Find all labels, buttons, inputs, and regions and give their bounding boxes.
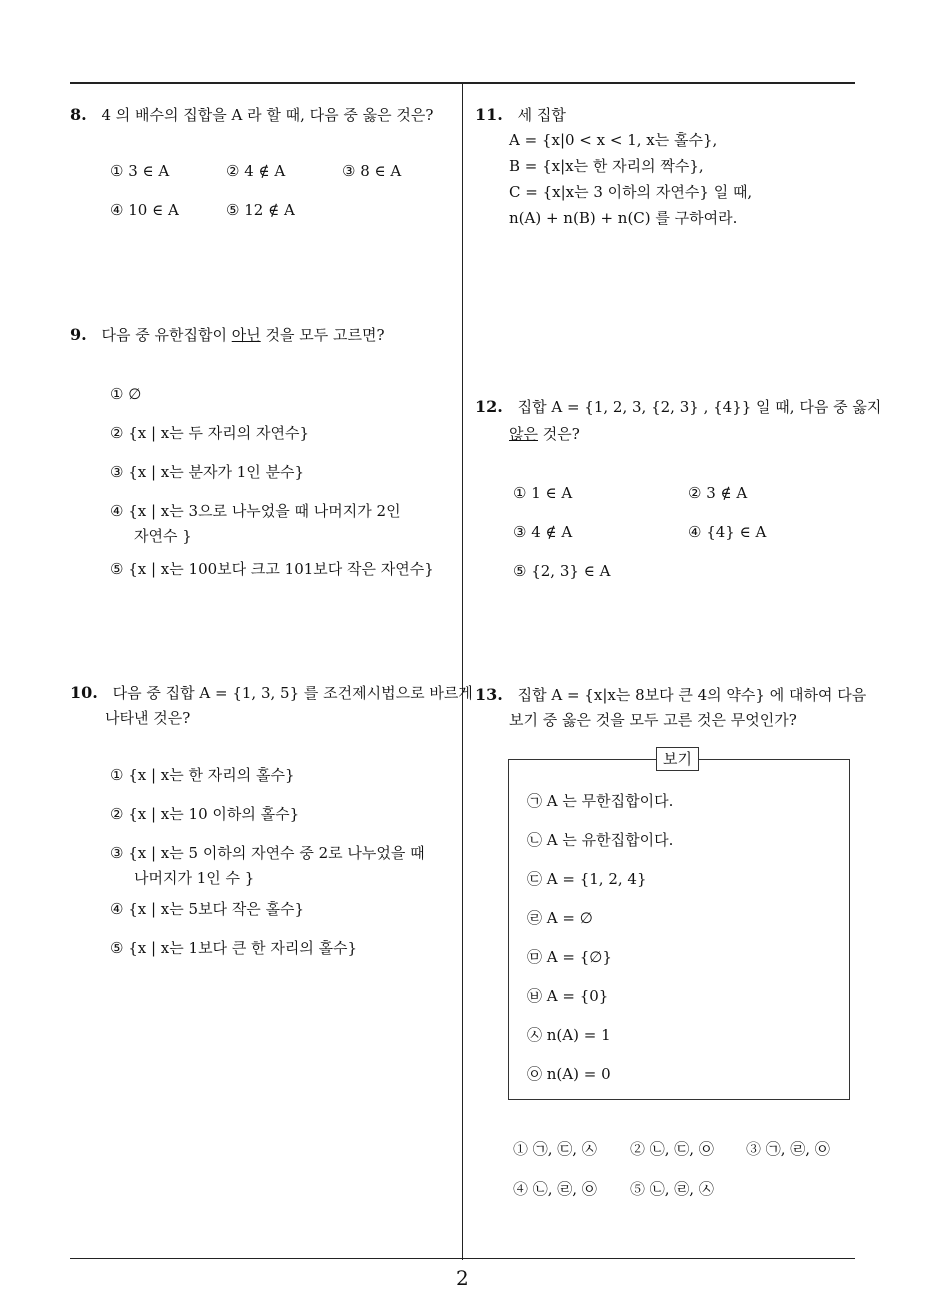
choice-2[interactable]: ② {x | x는 10 이하의 홀수} bbox=[110, 805, 300, 823]
question-task: n(A) + n(B) + n(C) 를 구하여라. bbox=[509, 209, 738, 227]
choice-3[interactable]: ③ ㉠, ㉣, ㉧ bbox=[746, 1140, 830, 1158]
choice-1[interactable]: ① {x | x는 한 자리의 홀수} bbox=[110, 766, 295, 784]
set-b-definition: B = {x|x는 한 자리의 짝수}, bbox=[509, 157, 704, 175]
question-number: 13. bbox=[475, 685, 503, 704]
question-9 bbox=[70, 322, 384, 348]
question-number: 12. bbox=[475, 397, 503, 416]
example-item: ㉤ A = {∅} bbox=[527, 948, 612, 966]
question-stem: 4 의 배수의 집합을 A 라 할 때, 다음 중 옳은 것은? bbox=[101, 106, 434, 124]
underlined-word: 아닌 bbox=[231, 326, 261, 344]
column-divider bbox=[462, 82, 463, 1260]
example-item: ㉢ A = {1, 2, 4} bbox=[527, 870, 647, 888]
choice-1[interactable]: ① ㉠, ㉢, ㉦ bbox=[513, 1140, 597, 1158]
choice-3-continued: 나머지가 1인 수 } bbox=[134, 869, 255, 887]
choice-3[interactable]: ③ {x | x는 5 이하의 자연수 중 2로 나누었을 때 bbox=[110, 844, 425, 862]
example-item: ㉡ A 는 유한집합이다. bbox=[527, 831, 674, 849]
choice-4[interactable]: ④ 10 ∈ A bbox=[110, 201, 179, 219]
page-number: 2 bbox=[456, 1266, 469, 1290]
choice-5[interactable]: ⑤ {x | x는 100보다 크고 101보다 작은 자연수} bbox=[110, 560, 434, 578]
choice-5[interactable]: ⑤ ㉡, ㉣, ㉦ bbox=[630, 1180, 714, 1198]
choice-2[interactable]: ② 3 ∉ A bbox=[688, 484, 748, 502]
choice-4-continued: 자연수 } bbox=[134, 527, 192, 545]
underlined-word: 않은 bbox=[509, 425, 538, 443]
choice-1[interactable]: ① ∅ bbox=[110, 385, 142, 403]
question-stem-part: 다음 중 유한집합이 bbox=[101, 326, 232, 344]
question-number: 9. bbox=[70, 325, 87, 344]
question-number: 8. bbox=[70, 105, 87, 124]
choice-5[interactable]: ⑤ 12 ∉ A bbox=[226, 201, 295, 219]
bottom-rule bbox=[70, 1258, 855, 1259]
choice-4[interactable]: ④ ㉡, ㉣, ㉧ bbox=[513, 1180, 597, 1198]
choice-2[interactable]: ② ㉡, ㉢, ㉧ bbox=[630, 1140, 714, 1158]
example-item: ㉣ A = ∅ bbox=[527, 909, 593, 927]
example-item: ㉧ n(A) = 0 bbox=[527, 1065, 611, 1083]
example-item: ㉦ n(A) = 1 bbox=[527, 1026, 611, 1044]
question-stem: 다음 중 집합 A = {1, 3, 5} 를 조건제시법으로 바르게 bbox=[112, 684, 473, 702]
question-stem-part: 것을 모두 고르면? bbox=[260, 326, 385, 344]
choice-4[interactable]: ④ {x | x는 3으로 나누었을 때 나머지가 2인 bbox=[110, 502, 401, 520]
choice-3[interactable]: ③ {x | x는 분자가 1인 분수} bbox=[110, 463, 305, 481]
question-stem: 세 집합 bbox=[517, 106, 566, 124]
question-13 bbox=[475, 682, 866, 708]
question-8 bbox=[70, 102, 433, 128]
question-number: 10. bbox=[70, 683, 98, 702]
choice-4[interactable]: ④ {x | x는 5보다 작은 홀수} bbox=[110, 900, 305, 918]
question-stem-continued: 보기 중 옳은 것을 모두 고른 것은 무엇인가? bbox=[509, 711, 797, 729]
choice-3[interactable]: ③ 8 ∈ A bbox=[342, 162, 402, 180]
question-10 bbox=[70, 680, 473, 706]
example-item: ㉥ A = {0} bbox=[527, 987, 609, 1005]
question-stem-part: 것은? bbox=[537, 425, 580, 443]
question-11 bbox=[475, 102, 566, 128]
question-12 bbox=[475, 394, 881, 420]
choice-1[interactable]: ① 1 ∈ A bbox=[513, 484, 573, 502]
question-stem-continued: 나타낸 것은? bbox=[105, 709, 191, 727]
question-stem-continued bbox=[509, 423, 580, 445]
choice-2[interactable]: ② 4 ∉ A bbox=[226, 162, 286, 180]
choice-4[interactable]: ④ {4} ∈ A bbox=[688, 523, 767, 541]
choice-5[interactable]: ⑤ {2, 3} ∈ A bbox=[513, 562, 611, 580]
choice-1[interactable]: ① 3 ∈ A bbox=[110, 162, 170, 180]
choice-5[interactable]: ⑤ {x | x는 1보다 큰 한 자리의 홀수} bbox=[110, 939, 358, 957]
set-a-definition: A = {x|0 < x < 1, x는 홀수}, bbox=[509, 131, 718, 149]
question-stem: 집합 A = {x|x는 8보다 큰 4의 약수} 에 대하여 다음 bbox=[517, 686, 867, 704]
example-item: ㉠ A 는 무한집합이다. bbox=[527, 792, 674, 810]
example-box-label: 보기 bbox=[656, 747, 699, 771]
question-stem: 집합 A = {1, 2, 3, {2, 3} , {4}} 일 때, 다음 중 옳지 bbox=[517, 398, 882, 416]
question-number: 11. bbox=[475, 105, 503, 124]
choice-2[interactable]: ② {x | x는 두 자리의 자연수} bbox=[110, 424, 310, 442]
choice-3[interactable]: ③ 4 ∉ A bbox=[513, 523, 573, 541]
set-c-definition: C = {x|x는 3 이하의 자연수} 일 때, bbox=[509, 183, 753, 201]
